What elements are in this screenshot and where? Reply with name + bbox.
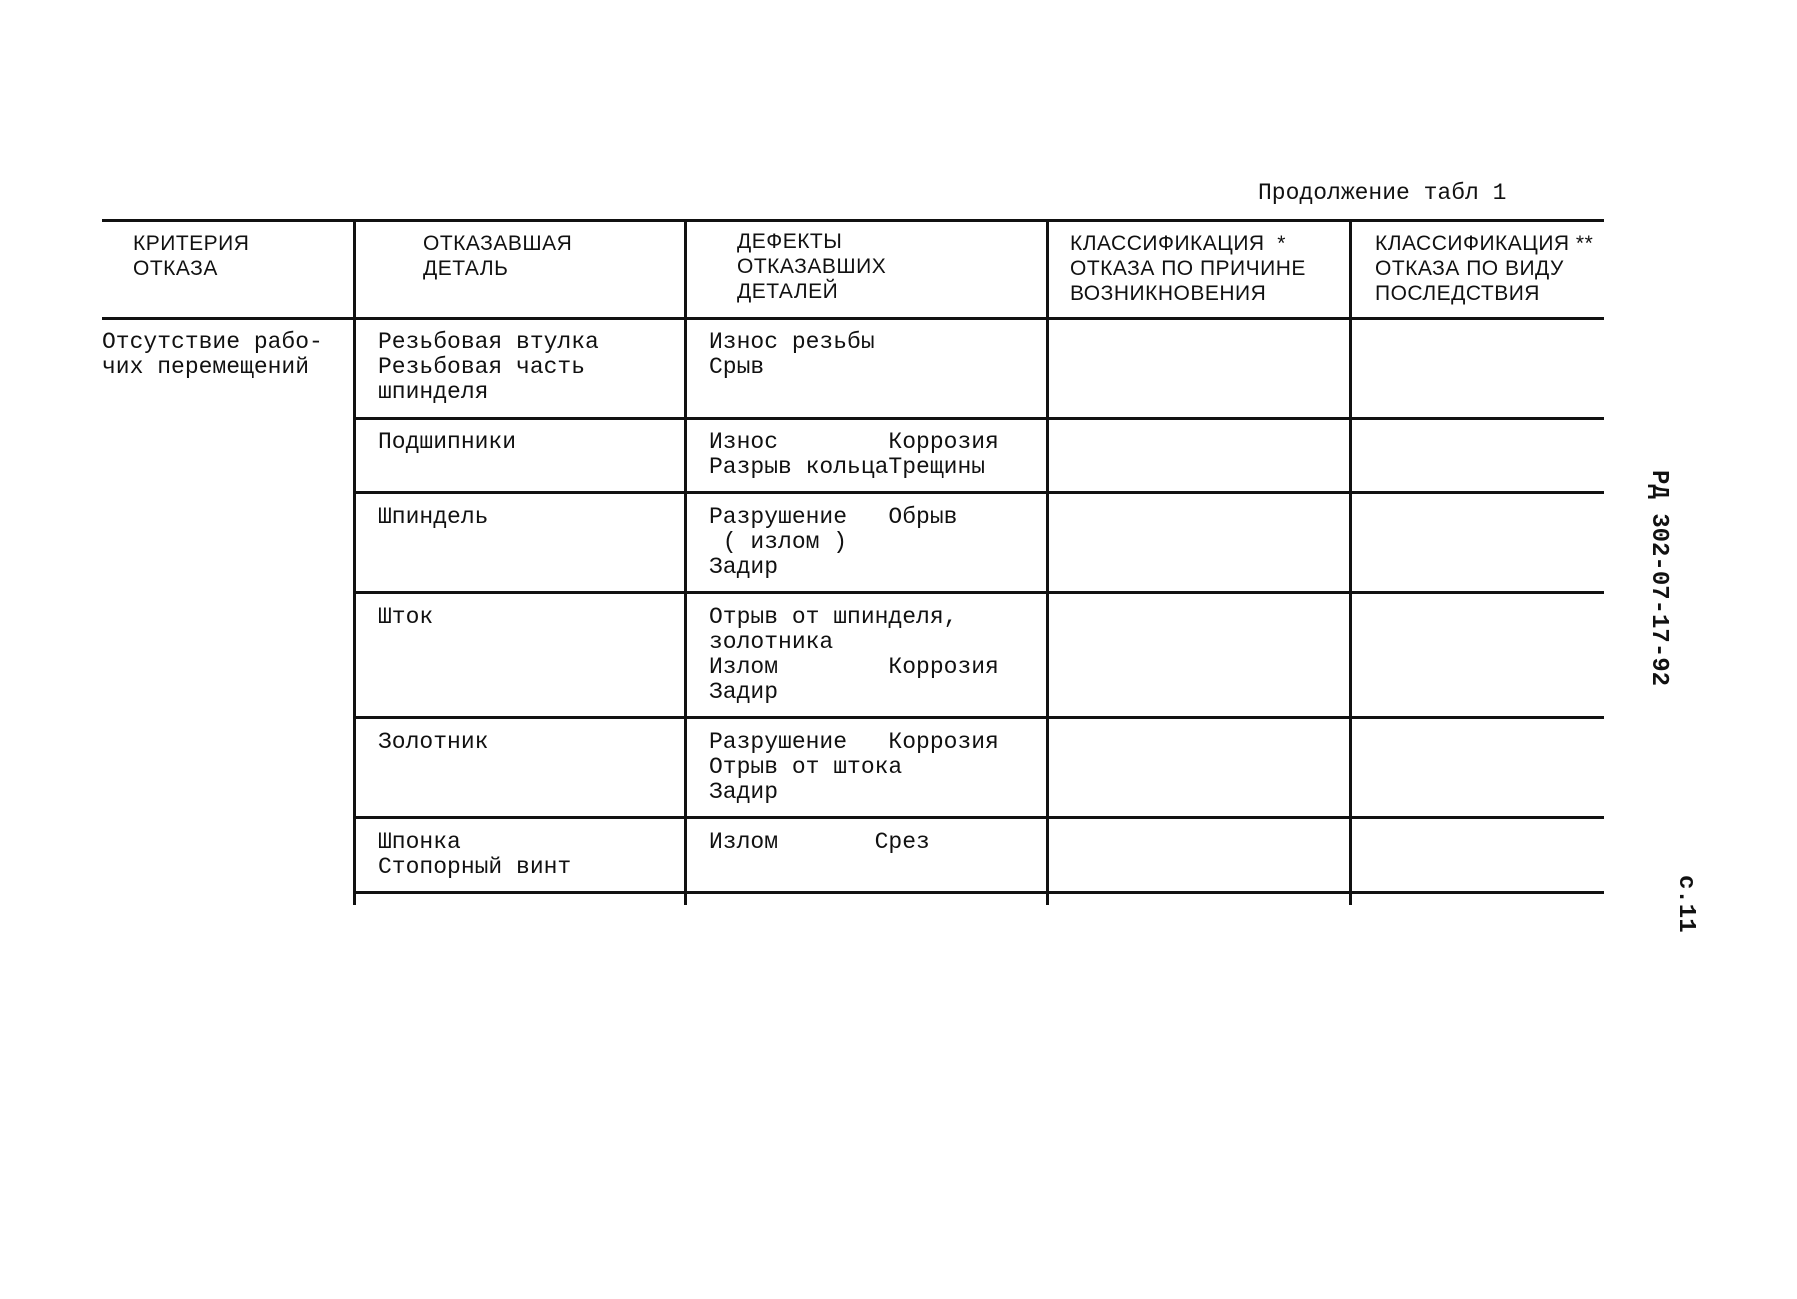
row-divider bbox=[355, 491, 1604, 494]
column-divider bbox=[353, 219, 356, 905]
table-bottom-rule bbox=[355, 891, 1604, 894]
row-divider bbox=[355, 816, 1604, 819]
continuation-label: Продолжение табл 1 bbox=[1258, 180, 1507, 206]
row-divider bbox=[355, 716, 1604, 719]
row-divider bbox=[355, 591, 1604, 594]
table-top-rule bbox=[102, 219, 1604, 222]
document-page: Продолжение табл 1 КРИТЕРИЯ ОТКАЗА ОТКАЗАВШАЯ ДЕТАЛЬ ДЕФЕКТЫ ОТКАЗАВШИХ ДЕТАЛЕЙ КЛАССИФИКАЦИЯ * ОТКАЗА ПО ПРИЧИНЕ ВОЗНИКНОВЕНИЯ КЛАССИФИКАЦИЯ ** ОТКАЗА ПО ВИДУ ПОСЛЕДСТВИЯ Отсутствие рабо- чих перемещений Резьбовая втулка Резьбовая часть шпинделя Износ резьбы Срыв Подшипники Износ Коррозия Разрыв кольцаТрещины Шпиндель Разрушение Обрыв ( излом ) Задир Шток Отрыв от шпинделя, золотника Излом Коррозия Задир Золотник Разрушение Коррозия Отрыв от штока Задир Шпонка Стопорный винт Излом Срез РД 302-07-17-92 с.11 bbox=[0, 0, 1797, 1299]
header-bottom-rule bbox=[102, 317, 1604, 320]
column-divider bbox=[684, 219, 687, 905]
column-divider bbox=[1046, 219, 1049, 905]
page-number: с.11 bbox=[1672, 875, 1699, 933]
column-divider bbox=[1349, 219, 1352, 905]
document-code: РД 302-07-17-92 bbox=[1645, 470, 1672, 687]
row-divider bbox=[355, 417, 1604, 420]
